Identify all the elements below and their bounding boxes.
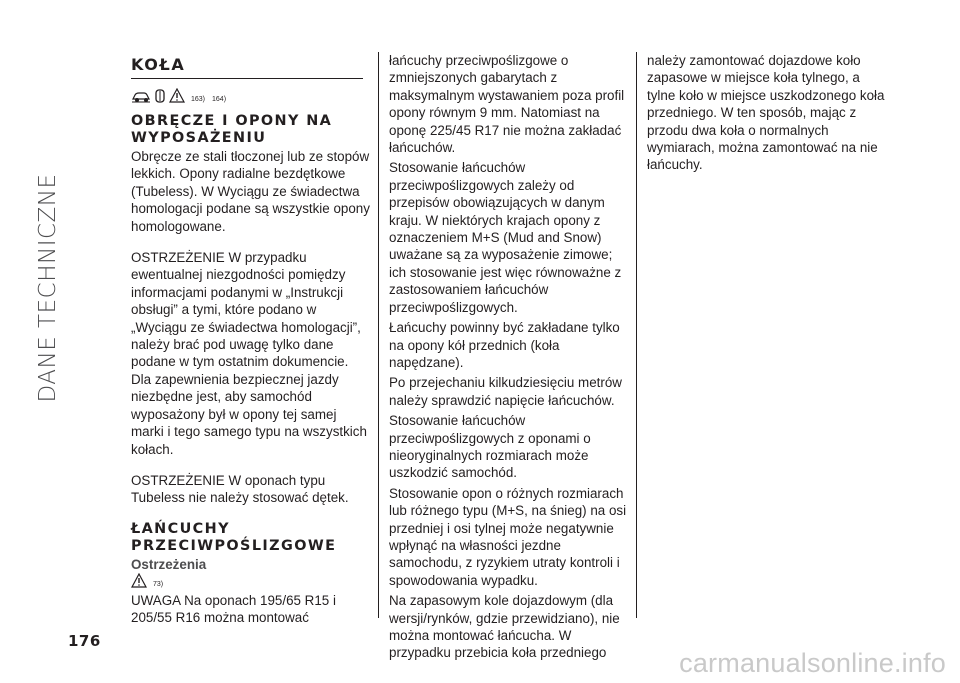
paragraph: Obręcze ze stali tłoczonej lub ze stopów lekkich. Opony radialne bezdętkowe (Tubeless). W Wyciągu ze świadectwa homologacji podane są wszystkie opony homologowane.: [131, 149, 370, 234]
section-heading-snow-chains: ŁAŃCUCHY PRZECIWPOŚLIZGOWE: [131, 520, 337, 554]
column-divider: [378, 52, 379, 618]
section-heading-rims-tyres: OBRĘCZE I OPONY NA WYPOSAŻENIU: [131, 113, 333, 146]
paragraph: UWAGA Na oponach 195/65 R15 i 205/55 R16 można montować: [131, 592, 336, 626]
column-divider: [636, 52, 637, 618]
warning-ref-163: 163): [191, 96, 206, 104]
paragraph: należy zamontować dojazdowe koło zapasowe w miejsce koła tylnego, a tylne koło w miejsce uszkodzonego koła przedniego. W ten sposób, mając z przodu dwa koła o normalnych wymiarach, można zamontować na nie łańcuchy.: [647, 53, 885, 173]
paragraph: Na zapasowym kole dojazdowym (dla wersji/rynków, gdzie przewidziano), nie można montować łańcucha. W przypadku przebicia koła przedniego: [389, 593, 620, 661]
paragraph: łańcuchy przeciwpoślizgowe o zmniejszonych gabarytach z maksymalnym wystawaniem poza profil opony równym 9 mm. Natomiast na oponę 225/45 R17 nie można zakładać łańcuchów.: [389, 53, 625, 156]
paragraph: Łańcuchy powinny być zakładane tylko na opony kół przednich (koła napędzane).: [389, 320, 620, 370]
watermark: carmanualsonline.info: [679, 648, 946, 678]
warning-triangle-icon: [169, 88, 185, 107]
subheading-warnings: Ostrzeżenia: [131, 556, 207, 572]
warning-icons-row: [131, 574, 371, 592]
warning-ref-164: 164): [212, 96, 227, 104]
column-1: [131, 56, 371, 627]
page-title: KOŁA: [131, 56, 363, 79]
column-3: [647, 52, 887, 174]
paragraph: Stosowanie łańcuchów przeciwpoślizgowych zależy od przepisów obowiązujących w danym kraju. W niektórych krajach opony z oznaczeniem M+S (Mud and Snow) uważane są za wyposażenie zimowe; ich stosowanie jest więc równoważne z zastosowaniem łańcuchów przeciwpoślizgowych.: [389, 160, 622, 315]
warning-icons-row: [131, 85, 371, 111]
paragraph: Stosowanie łańcuchów przeciwpoślizgowych z oponami o nieoryginalnych rozmiarach może uszkodzić samochód.: [389, 413, 591, 481]
paragraph: OSTRZEŻENIE W oponach typu Tubeless nie należy stosować dętek.: [131, 472, 349, 506]
car-jack-icon: [131, 89, 151, 107]
paragraph: Po przejechaniu kilkudziesięciu metrów należy sprawdzić napięcie łańcuchów.: [389, 375, 622, 408]
warning-triangle-icon: [131, 573, 147, 592]
paragraph: OSTRZEŻENIE W przypadku ewentualnej niezgodności pomiędzy informacjami podanymi w „Instrukcji obsługi” a tymi, które podano w „Wyciągu ze świadectwa homologacji”, należy brać pod uwagę tylko dane podane w tym ostatnim dokumencie. Dla zapewnienia bezpiecznej jazdy niezbędne jest, aby samochód wyposażony był w opony tej samej marki i tego samego typu na wszystkich kołach.: [131, 250, 367, 457]
page-number: 176: [68, 632, 101, 650]
column-2: [389, 52, 629, 662]
tire-icon: [154, 88, 166, 108]
section-side-label: DANE TECHNICZNE: [35, 173, 61, 403]
warning-ref-73: 73): [153, 581, 164, 589]
paragraph: Stosowanie opon o różnych rozmiarach lub różnego typu (M+S, na śnieg) na osi przedniej i osi tylnej może negatywnie wpłynąć na własności jezdne samochodu, z ryzykiem utraty kontroli i spowodowania wypadku.: [389, 485, 627, 588]
